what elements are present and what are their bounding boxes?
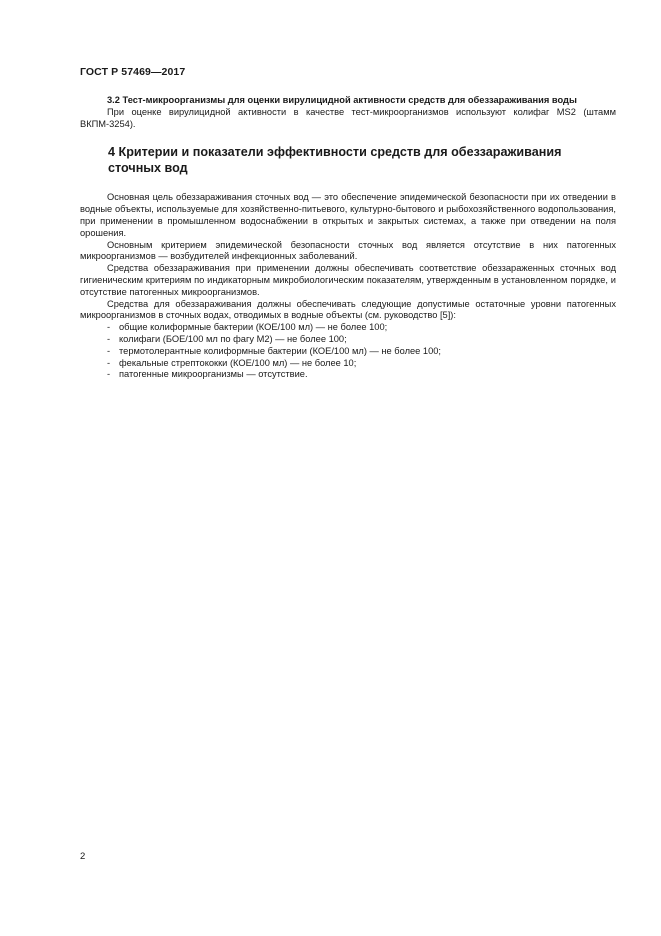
list-item [80, 346, 616, 358]
section-3-2-title: 3.2 Тест-микроорганизмы для оценки вирулицидной активности средств для обеззараживания воды [107, 95, 577, 105]
list-item-text: фекальные стрептококки (КОЕ/100 мл) — не более 10; [119, 357, 357, 368]
list-item [80, 358, 616, 370]
paragraph: Средства обеззараживания при применении должны обеспечивать соответствие обеззараженных сточных вод гигиеническим критериям по индикаторным микробиологическим показателям, утвержденным в установленном порядке, и отсутствие патогенных микроорганизмов. [80, 263, 616, 297]
list-item-text: патогенные микроорганизмы — отсутствие. [119, 369, 308, 380]
document-id-header: ГОСТ Р 57469—2017 [80, 66, 186, 78]
paragraph: Основная цель обеззараживания сточных вод — это обеспечение эпидемической безопасности при их отведении в водные объекты, используемые для хозяйственно-питьевого, культурно-бытового и рыбохозяйственного водопользования, при применении в промышленном водоснабжении в открытых и закрытых системах, а также при отведении на поля орошения. [80, 192, 616, 238]
section-4-heading-text: 4 Критерии и показатели эффективности средств для обеззараживания сточных вод [108, 145, 562, 176]
residual-levels-list [80, 322, 616, 381]
list-item [80, 334, 616, 346]
list-item [80, 369, 616, 381]
paragraph: Средства для обеззараживания должны обеспечивать следующие допустимые остаточные уровни патогенных микроорганизмов в сточных водах, отводимых в водные объекты (см. руководство [5]): [80, 298, 616, 321]
list-marker: - [107, 345, 111, 356]
list-marker: - [107, 369, 111, 380]
list-item-text: общие колиформные бактерии (КОЕ/100 мл) — не более 100; [119, 322, 388, 333]
page-number: 2 [80, 851, 86, 862]
list-marker: - [107, 357, 111, 368]
paragraph: Основным критерием эпидемической безопасности сточных вод является отсутствие в них патогенных микроорганизмов — возбудителей инфекционных заболеваний. [80, 239, 616, 262]
list-item [80, 322, 616, 334]
page-content [80, 95, 616, 381]
list-item-text: термотолерантные колиформные бактерии (КОЕ/100 мл) — не более 100; [119, 345, 442, 356]
list-marker: - [107, 333, 111, 344]
list-marker: - [107, 322, 111, 333]
section-4-heading [108, 144, 616, 176]
section-3-2-text: При оценке вирулицидной активности в качестве тест-микроорганизмов используют колифаг MS2 (штамм ВКПМ-3254). [80, 106, 616, 129]
list-item-text: колифаги (БОЕ/100 мл по фагу М2) — не более 100; [119, 333, 347, 344]
